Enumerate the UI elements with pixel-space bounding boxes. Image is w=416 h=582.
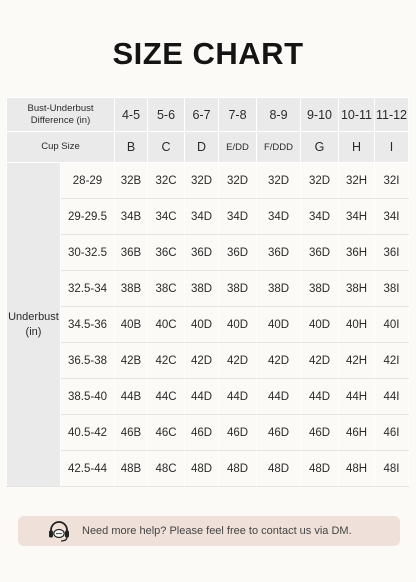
cup-size-row xyxy=(7,132,409,163)
page-title: SIZE CHART xyxy=(112,36,304,71)
size-cell: 42D xyxy=(219,343,257,379)
size-cell: 40I xyxy=(375,307,409,343)
difference-value: 4-5 xyxy=(115,98,148,132)
difference-value: 5-6 xyxy=(148,98,185,132)
difference-value: 10-11 xyxy=(339,98,375,132)
underbust-range: 40.5-42 xyxy=(61,415,115,451)
size-cell: 44H xyxy=(339,379,375,415)
size-cell: 44I xyxy=(375,379,409,415)
size-cell: 34D xyxy=(257,199,301,235)
size-cell: 34D xyxy=(219,199,257,235)
size-cell: 46D xyxy=(257,415,301,451)
difference-value: 8-9 xyxy=(257,98,301,132)
difference-value: 11-12 xyxy=(375,98,409,132)
table-row xyxy=(7,451,409,487)
size-cell: 34D xyxy=(301,199,339,235)
size-cell: 42H xyxy=(339,343,375,379)
size-cell: 44D xyxy=(185,379,219,415)
size-cell: 46D xyxy=(301,415,339,451)
size-cell: 36B xyxy=(115,235,148,271)
size-cell: 46D xyxy=(219,415,257,451)
underbust-range: 29-29.5 xyxy=(61,199,115,235)
size-cell: 36C xyxy=(148,235,185,271)
size-cell: 34C xyxy=(148,199,185,235)
size-cell: 38I xyxy=(375,271,409,307)
cup-value: H xyxy=(339,132,375,163)
headset-chat-icon xyxy=(46,518,72,544)
size-cell: 36D xyxy=(257,235,301,271)
difference-value: 7-8 xyxy=(219,98,257,132)
size-cell: 48B xyxy=(115,451,148,487)
size-cell: 34D xyxy=(185,199,219,235)
size-cell: 44C xyxy=(148,379,185,415)
size-cell: 42C xyxy=(148,343,185,379)
size-cell: 38H xyxy=(339,271,375,307)
size-cell: 36D xyxy=(301,235,339,271)
difference-value: 6-7 xyxy=(185,98,219,132)
size-cell: 44D xyxy=(257,379,301,415)
underbust-range: 34.5-36 xyxy=(61,307,115,343)
size-cell: 32B xyxy=(115,163,148,199)
cup-size-label: Cup Size xyxy=(7,132,115,163)
size-cell: 48I xyxy=(375,451,409,487)
table-row xyxy=(7,379,409,415)
size-cell: 46D xyxy=(185,415,219,451)
size-cell: 42D xyxy=(185,343,219,379)
size-cell: 36D xyxy=(185,235,219,271)
size-chart-table xyxy=(6,97,409,487)
size-cell: 32C xyxy=(148,163,185,199)
difference-value: 9-10 xyxy=(301,98,339,132)
size-cell: 42I xyxy=(375,343,409,379)
size-cell: 32D xyxy=(301,163,339,199)
size-cell: 38D xyxy=(219,271,257,307)
size-cell: 42B xyxy=(115,343,148,379)
size-cell: 36I xyxy=(375,235,409,271)
size-cell: 40D xyxy=(219,307,257,343)
size-cell: 40B xyxy=(115,307,148,343)
size-cell: 42D xyxy=(301,343,339,379)
size-cell: 40H xyxy=(339,307,375,343)
size-cell: 38D xyxy=(257,271,301,307)
size-cell: 46C xyxy=(148,415,185,451)
table-row xyxy=(7,199,409,235)
underbust-range: 28-29 xyxy=(61,163,115,199)
size-cell: 34I xyxy=(375,199,409,235)
size-cell: 38D xyxy=(301,271,339,307)
size-cell: 38D xyxy=(185,271,219,307)
size-cell: 40D xyxy=(301,307,339,343)
size-cell: 34B xyxy=(115,199,148,235)
difference-header-label: Bust-Underbust Difference (in) xyxy=(7,98,115,132)
size-cell: 32D xyxy=(185,163,219,199)
size-cell: 32D xyxy=(219,163,257,199)
size-cell: 34H xyxy=(339,199,375,235)
cup-value: G xyxy=(301,132,339,163)
help-text: Need more help? Please feel free to contact us via DM. xyxy=(82,525,352,537)
cup-value: D xyxy=(185,132,219,163)
size-cell: 44D xyxy=(219,379,257,415)
cup-value: C xyxy=(148,132,185,163)
cup-value: E/DD xyxy=(219,132,257,163)
size-cell: 42D xyxy=(257,343,301,379)
cup-value: I xyxy=(375,132,409,163)
size-cell: 38B xyxy=(115,271,148,307)
underbust-range: 30-32.5 xyxy=(61,235,115,271)
size-cell: 48C xyxy=(148,451,185,487)
table-row xyxy=(7,343,409,379)
table-row xyxy=(7,235,409,271)
table-row xyxy=(7,415,409,451)
table-row xyxy=(7,307,409,343)
size-cell: 46I xyxy=(375,415,409,451)
size-cell: 48H xyxy=(339,451,375,487)
size-cell: 36D xyxy=(219,235,257,271)
table-row xyxy=(7,271,409,307)
size-cell: 48D xyxy=(257,451,301,487)
underbust-range: 38.5-40 xyxy=(61,379,115,415)
cup-value: F/DDD xyxy=(257,132,301,163)
size-cell: 40C xyxy=(148,307,185,343)
underbust-range: 42.5-44 xyxy=(61,451,115,487)
size-cell: 40D xyxy=(185,307,219,343)
size-cell: 38C xyxy=(148,271,185,307)
cup-value: B xyxy=(115,132,148,163)
size-cell: 46H xyxy=(339,415,375,451)
table-row xyxy=(7,163,409,199)
underbust-range: 32.5-34 xyxy=(61,271,115,307)
size-cell: 32H xyxy=(339,163,375,199)
size-cell: 48D xyxy=(301,451,339,487)
help-banner xyxy=(18,516,400,546)
underbust-label: Underbust (in) xyxy=(7,163,61,487)
size-cell: 36H xyxy=(339,235,375,271)
size-cell: 32D xyxy=(257,163,301,199)
difference-header-row xyxy=(7,98,409,132)
size-cell: 32I xyxy=(375,163,409,199)
underbust-range: 36.5-38 xyxy=(61,343,115,379)
size-cell: 48D xyxy=(219,451,257,487)
size-cell: 40D xyxy=(257,307,301,343)
size-cell: 44D xyxy=(301,379,339,415)
size-cell: 44B xyxy=(115,379,148,415)
size-cell: 46B xyxy=(115,415,148,451)
size-cell: 48D xyxy=(185,451,219,487)
